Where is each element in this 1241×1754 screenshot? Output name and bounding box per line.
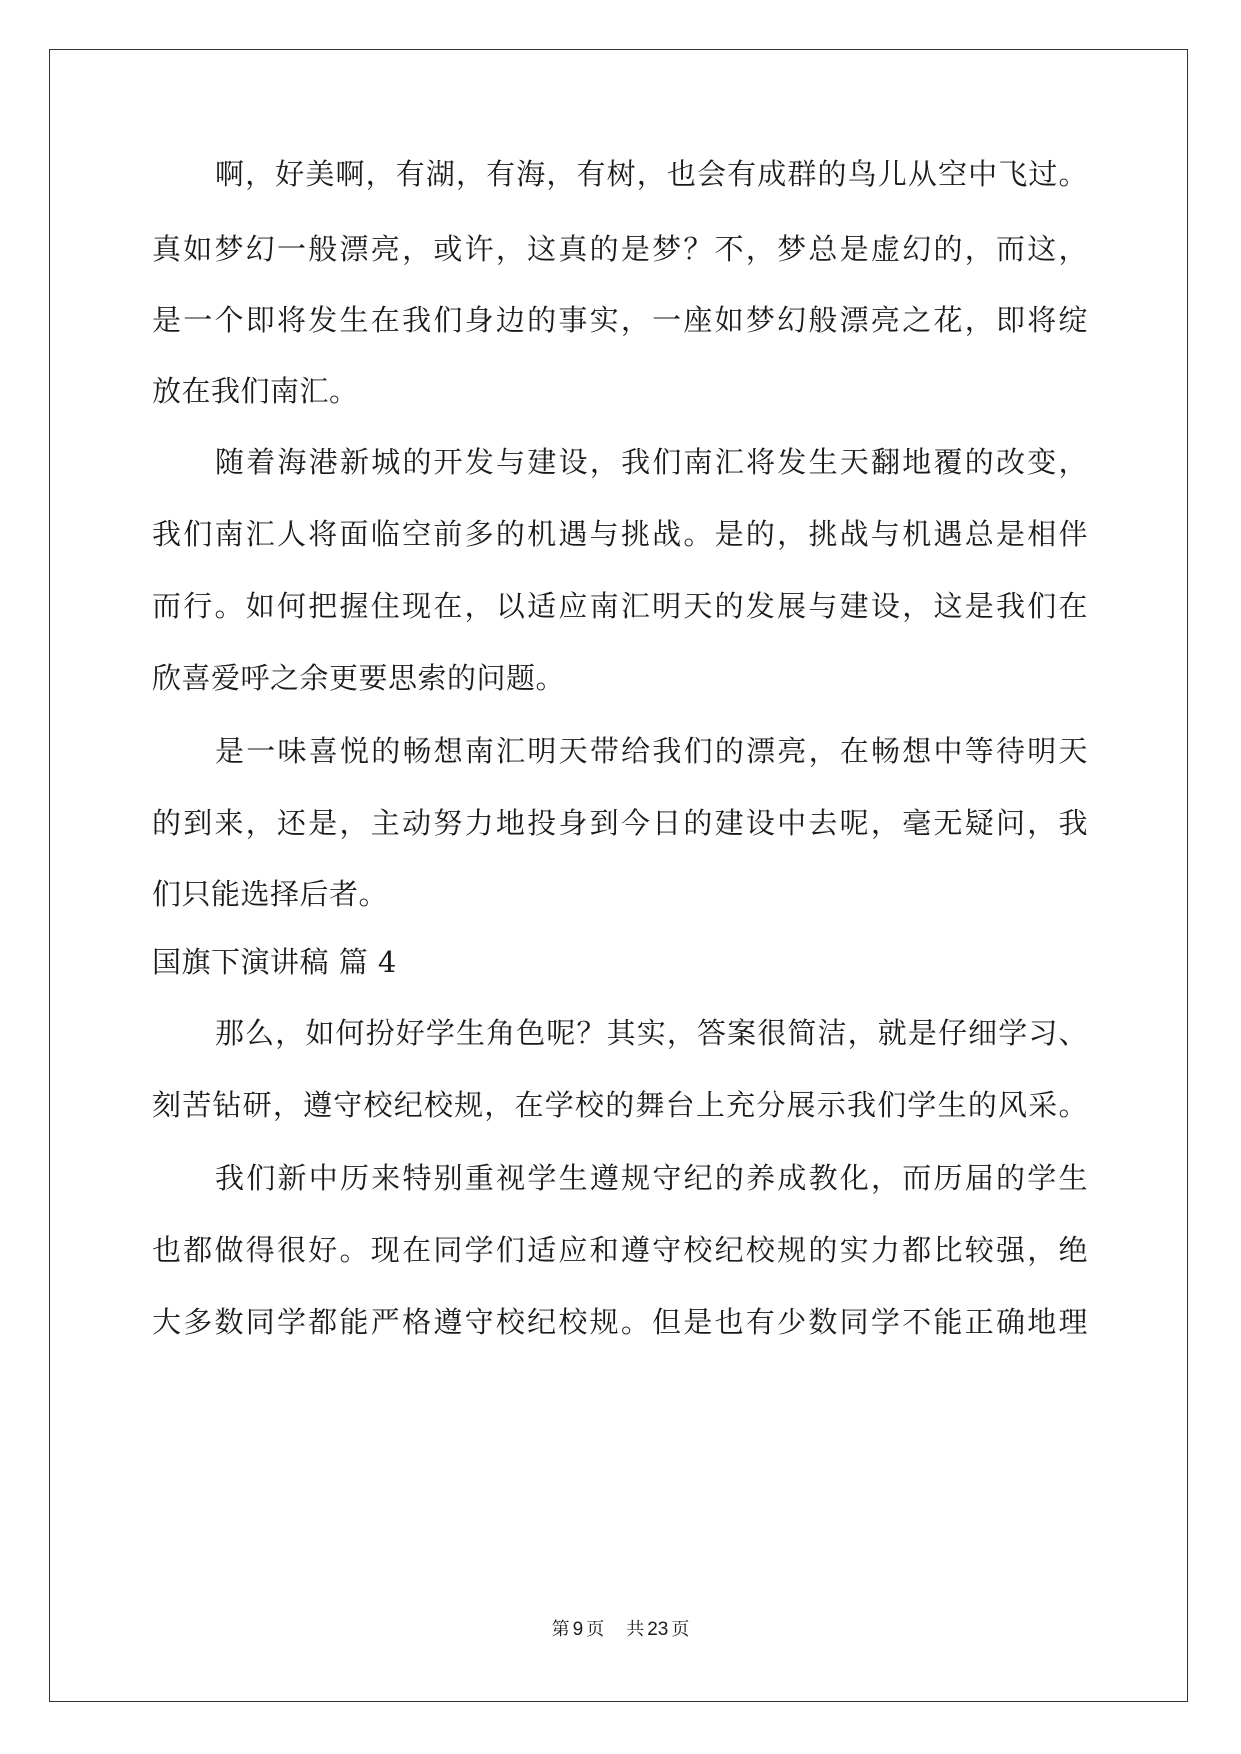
- paragraph-line: 是一味喜悦的畅想南汇明天带给我们的漂亮，在畅想中等待明天: [215, 734, 1088, 768]
- paragraph-line: 放在我们南汇。: [152, 374, 359, 408]
- footer-total-pages: 23: [647, 1619, 669, 1640]
- paragraph-line: 而行。如何把握住现在，以适应南汇明天的发展与建设，这是我们在: [152, 589, 1088, 623]
- paragraph-line: 我们新中历来特别重视学生遵规守纪的养成教化，而历届的学生: [215, 1161, 1088, 1195]
- paragraph-line: 随着海港新城的开发与建设，我们南汇将发生天翻地覆的改变，: [215, 445, 1088, 479]
- footer-page-prefix: 第: [551, 1619, 570, 1640]
- paragraph-line: 也都做得很好。现在同学们适应和遵守校纪校规的实力都比较强，绝: [152, 1233, 1088, 1267]
- footer-total-prefix: 共: [626, 1619, 645, 1640]
- paragraph-line: 真如梦幻一般漂亮，或许，这真的是梦？不，梦总是虚幻的，而这，: [152, 232, 1088, 266]
- paragraph-line: 的到来，还是，主动努力地投身到今日的建设中去呢，毫无疑问，我: [152, 806, 1088, 840]
- footer-page-number: 9: [572, 1619, 584, 1640]
- paragraph-line: 是一个即将发生在我们身边的事实，一座如梦幻般漂亮之花，即将绽: [152, 303, 1088, 337]
- footer-page-unit: 页: [586, 1619, 605, 1640]
- paragraph-line: 大多数同学都能严格遵守校纪校规。但是也有少数同学不能正确地理: [152, 1305, 1088, 1339]
- section-heading: 国旗下演讲稿 篇 4: [152, 945, 397, 979]
- paragraph-line: 们只能选择后者。: [152, 877, 389, 911]
- paragraph-line: 那么，如何扮好学生角色呢？其实，答案很简洁，就是仔细学习、: [215, 1016, 1088, 1050]
- paragraph-line: 欣喜爱呼之余更要思索的问题。: [152, 661, 566, 695]
- paragraph-line: 我们南汇人将面临空前多的机遇与挑战。是的，挑战与机遇总是相伴: [152, 517, 1088, 551]
- paragraph-line: 刻苦钻研，遵守校纪校规，在学校的舞台上充分展示我们学生的风采。: [152, 1088, 1088, 1122]
- paragraph-line: 啊，好美啊，有湖，有海，有树，也会有成群的鸟儿从空中飞过。: [215, 157, 1088, 191]
- page-footer: [0, 1618, 1241, 1642]
- footer-total-unit: 页: [671, 1619, 690, 1640]
